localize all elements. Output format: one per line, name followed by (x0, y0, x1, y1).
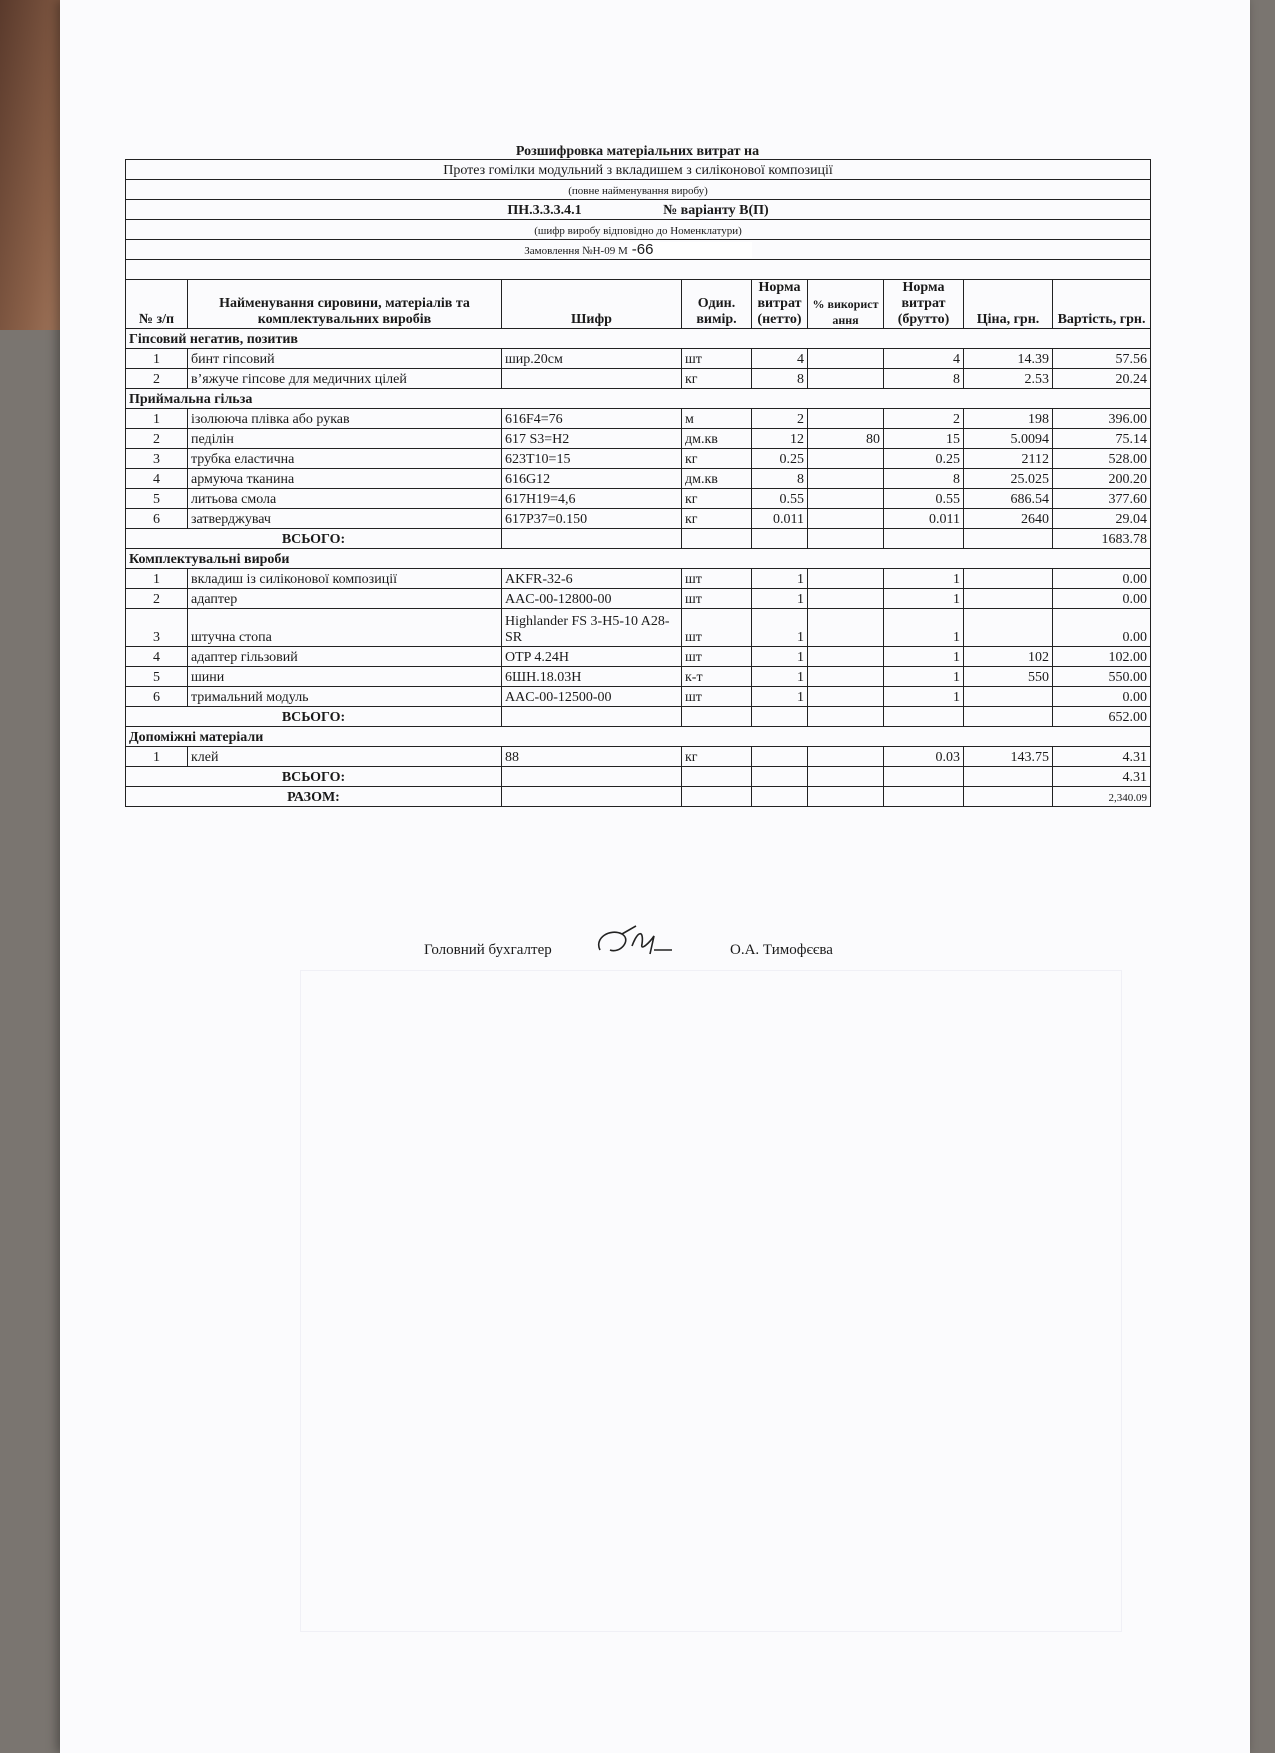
row-cost: 0.00 (1053, 609, 1151, 647)
empty-cell (502, 707, 682, 727)
row-norm-gross: 0.011 (884, 509, 964, 529)
bleed-through-table (300, 970, 1122, 1632)
row-usage (808, 609, 884, 647)
empty-cell (682, 707, 752, 727)
empty-cell (682, 787, 752, 807)
row-unit: м (682, 409, 752, 429)
grand-total-label: РАЗОМ: (126, 787, 502, 807)
row-norm-net: 1 (752, 647, 808, 667)
row-price: 5.0094 (964, 429, 1053, 449)
row-cost: 20.24 (1053, 369, 1151, 389)
section-total-value: 652.00 (1053, 707, 1151, 727)
row-cost: 4.31 (1053, 747, 1151, 767)
row-name: штучна стопа (188, 609, 502, 647)
row-usage (808, 667, 884, 687)
row-code: 617P37=0.150 (502, 509, 682, 529)
row-name: ізолююча плівка або рукав (188, 409, 502, 429)
empty-cell (964, 529, 1053, 549)
row-norm-gross: 1 (884, 569, 964, 589)
row-code: 616G12 (502, 469, 682, 489)
empty-cell (808, 707, 884, 727)
empty-cell (502, 767, 682, 787)
row-number: 1 (126, 747, 188, 767)
row-norm-net: 1 (752, 687, 808, 707)
empty-cell (964, 767, 1053, 787)
document-title: Розшифровка матеріальних витрат на (515, 144, 760, 159)
row-usage: 80 (808, 429, 884, 449)
row-norm-net (752, 747, 808, 767)
empty-cell (752, 767, 808, 787)
row-usage (808, 589, 884, 609)
row-cost: 528.00 (1053, 449, 1151, 469)
empty-cell (884, 767, 964, 787)
row-number: 2 (126, 429, 188, 449)
row-code: 617H19=4,6 (502, 489, 682, 509)
row-norm-gross: 4 (884, 349, 964, 369)
section-total-label: ВСЬОГО: (126, 767, 502, 787)
row-unit: шт (682, 569, 752, 589)
table-row (126, 667, 1151, 687)
empty-cell (884, 529, 964, 549)
row-name: литьова смола (188, 489, 502, 509)
table-row (126, 369, 1151, 389)
row-number: 1 (126, 349, 188, 369)
row-norm-net: 1 (752, 667, 808, 687)
code-row (126, 200, 1151, 220)
row-unit: к-т (682, 667, 752, 687)
row-norm-gross: 0.03 (884, 747, 964, 767)
row-code: шир.20см (502, 349, 682, 369)
section-header-row (126, 549, 1151, 569)
row-price: 143.75 (964, 747, 1053, 767)
row-number: 6 (126, 509, 188, 529)
row-norm-net: 0.25 (752, 449, 808, 469)
row-norm-net: 1 (752, 569, 808, 589)
row-name: в’яжуче гіпсове для медичних цілей (188, 369, 502, 389)
product-name-note: (повне найменування виробу) (126, 180, 1151, 200)
table-row (126, 469, 1151, 489)
empty-cell (884, 707, 964, 727)
row-cost: 377.60 (1053, 489, 1151, 509)
row-unit: кг (682, 489, 752, 509)
row-code: 623T10=15 (502, 449, 682, 469)
row-cost: 29.04 (1053, 509, 1151, 529)
row-norm-gross: 1 (884, 647, 964, 667)
row-number: 3 (126, 449, 188, 469)
row-norm-gross: 0.25 (884, 449, 964, 469)
row-norm-net: 2 (752, 409, 808, 429)
row-name: адаптер гільзовий (188, 647, 502, 667)
signature-name: О.А. Тимофєєва (730, 942, 833, 958)
row-number: 6 (126, 687, 188, 707)
row-usage (808, 647, 884, 667)
section-total-row (126, 707, 1151, 727)
product-name-note-row (126, 180, 1151, 200)
row-usage (808, 569, 884, 589)
row-price: 2.53 (964, 369, 1053, 389)
section-total-label: ВСЬОГО: (126, 707, 502, 727)
order-number: Замовлення №Н-09 М (524, 245, 628, 257)
row-name: тримальний модуль (188, 687, 502, 707)
row-price: 14.39 (964, 349, 1053, 369)
row-cost: 550.00 (1053, 667, 1151, 687)
header-usage: % використ ання (808, 280, 884, 329)
row-norm-gross: 8 (884, 469, 964, 489)
row-unit: дм.кв (682, 469, 752, 489)
row-code (502, 369, 682, 389)
row-price (964, 589, 1053, 609)
section-total-label: ВСЬОГО: (126, 529, 502, 549)
row-cost: 200.20 (1053, 469, 1151, 489)
row-price: 102 (964, 647, 1053, 667)
row-code: 617 S3=H2 (502, 429, 682, 449)
code-note: (шифр виробу відповідно до Номенклатури) (126, 220, 1151, 240)
row-code: 6ШН.18.03Н (502, 667, 682, 687)
row-unit: кг (682, 449, 752, 469)
row-unit: шт (682, 589, 752, 609)
order-row (126, 240, 1151, 260)
row-cost: 0.00 (1053, 589, 1151, 609)
signature-label: Головний бухгалтер (424, 942, 552, 958)
row-name: армуюча тканина (188, 469, 502, 489)
row-usage (808, 509, 884, 529)
row-price (964, 569, 1053, 589)
row-name: шини (188, 667, 502, 687)
row-number: 4 (126, 469, 188, 489)
row-price (964, 687, 1053, 707)
row-name: клей (188, 747, 502, 767)
row-code: OTP 4.24H (502, 647, 682, 667)
row-norm-gross: 15 (884, 429, 964, 449)
product-name-row (126, 160, 1151, 180)
code-note-row (126, 220, 1151, 240)
section-total-row (126, 767, 1151, 787)
row-usage (808, 369, 884, 389)
section-header-row (126, 329, 1151, 349)
section-header-row (126, 727, 1151, 747)
section-total-value: 1683.78 (1053, 529, 1151, 549)
row-usage (808, 449, 884, 469)
table-row (126, 569, 1151, 589)
row-usage (808, 489, 884, 509)
section-total-row (126, 529, 1151, 549)
row-unit: шт (682, 609, 752, 647)
handwritten-signature (592, 920, 682, 964)
row-code: AAC-00-12500-00 (502, 687, 682, 707)
row-number: 4 (126, 647, 188, 667)
empty-cell (808, 787, 884, 807)
row-unit: кг (682, 509, 752, 529)
row-norm-gross: 1 (884, 667, 964, 687)
table-row (126, 349, 1151, 369)
header-norm-net: Норма витрат (нетто) (752, 280, 808, 329)
row-number: 5 (126, 489, 188, 509)
row-norm-net: 0.011 (752, 509, 808, 529)
row-cost: 396.00 (1053, 409, 1151, 429)
row-unit: шт (682, 349, 752, 369)
row-cost: 57.56 (1053, 349, 1151, 369)
row-norm-net: 8 (752, 369, 808, 389)
header-num: № з/п (126, 280, 188, 329)
order-suffix: -66 (630, 242, 752, 258)
row-price: 198 (964, 409, 1053, 429)
empty-cell (808, 529, 884, 549)
empty-cell (682, 767, 752, 787)
table-row (126, 489, 1151, 509)
row-number: 5 (126, 667, 188, 687)
table-row (126, 589, 1151, 609)
empty-cell (752, 707, 808, 727)
row-price: 25.025 (964, 469, 1053, 489)
table-row (126, 429, 1151, 449)
header-cost: Вартість, грн. (1053, 280, 1151, 329)
header-code: Шифр (502, 280, 682, 329)
row-norm-gross: 1 (884, 609, 964, 647)
row-cost: 0.00 (1053, 569, 1151, 589)
empty-cell (682, 529, 752, 549)
section-title: Приймальна гільза (126, 389, 1151, 409)
header-norm-gross: Норма витрат (брутто) (884, 280, 964, 329)
table-row (126, 647, 1151, 667)
row-number: 2 (126, 589, 188, 609)
row-norm-net: 1 (752, 609, 808, 647)
row-name: вкладиш із силіконової композиції (188, 569, 502, 589)
table-row (126, 509, 1151, 529)
row-number: 1 (126, 569, 188, 589)
row-price (964, 609, 1053, 647)
row-usage (808, 349, 884, 369)
row-code: AKFR-32-6 (502, 569, 682, 589)
row-usage (808, 469, 884, 489)
spacer-row (126, 260, 1151, 280)
empty-cell (884, 787, 964, 807)
empty-cell (964, 707, 1053, 727)
table-row (126, 449, 1151, 469)
grand-total-value: 2,340.09 (1053, 787, 1151, 807)
row-norm-net: 12 (752, 429, 808, 449)
row-unit: кг (682, 747, 752, 767)
header-unit: Один. вимір. (682, 280, 752, 329)
header-price: Ціна, грн. (964, 280, 1053, 329)
row-code: Highlander FS 3-H5-10 A28-SR (502, 609, 682, 647)
row-norm-gross: 1 (884, 589, 964, 609)
row-name: бинт гіпсовий (188, 349, 502, 369)
materials-table (125, 159, 1151, 807)
product-code: ПН.3.3.3.4.1 (507, 203, 582, 218)
table-row (126, 687, 1151, 707)
row-usage (808, 687, 884, 707)
header-name: Найменування сировини, матеріалів та комплектувальних виробів (188, 280, 502, 329)
row-usage (808, 747, 884, 767)
row-norm-gross: 1 (884, 687, 964, 707)
row-price: 550 (964, 667, 1053, 687)
table-row (126, 747, 1151, 767)
variant-number: № варіанту В(П) (663, 203, 769, 218)
row-unit: шт (682, 647, 752, 667)
row-norm-net: 4 (752, 349, 808, 369)
empty-cell (752, 529, 808, 549)
table-row (126, 409, 1151, 429)
row-cost: 0.00 (1053, 687, 1151, 707)
empty-cell (502, 529, 682, 549)
table-row (126, 609, 1151, 647)
empty-cell (964, 787, 1053, 807)
row-number: 2 (126, 369, 188, 389)
row-norm-gross: 8 (884, 369, 964, 389)
row-code: 616F4=76 (502, 409, 682, 429)
row-norm-gross: 2 (884, 409, 964, 429)
row-number: 3 (126, 609, 188, 647)
section-title: Комплектувальні вироби (126, 549, 1151, 569)
row-unit: дм.кв (682, 429, 752, 449)
row-usage (808, 409, 884, 429)
row-cost: 75.14 (1053, 429, 1151, 449)
section-header-row (126, 389, 1151, 409)
row-code: AAC-00-12800-00 (502, 589, 682, 609)
row-norm-net: 8 (752, 469, 808, 489)
row-norm-net: 0.55 (752, 489, 808, 509)
row-price: 2112 (964, 449, 1053, 469)
row-name: педілін (188, 429, 502, 449)
row-number: 1 (126, 409, 188, 429)
row-unit: кг (682, 369, 752, 389)
empty-cell (808, 767, 884, 787)
row-code: 88 (502, 747, 682, 767)
empty-cell (752, 787, 808, 807)
section-title: Допоміжні матеріали (126, 727, 1151, 747)
header-row (126, 280, 1151, 329)
empty-cell (502, 787, 682, 807)
section-title: Гіпсовий негатив, позитив (126, 329, 1151, 349)
row-name: адаптер (188, 589, 502, 609)
row-name: затверджувач (188, 509, 502, 529)
row-unit: шт (682, 687, 752, 707)
row-price: 686.54 (964, 489, 1053, 509)
row-name: трубка еластична (188, 449, 502, 469)
row-norm-net: 1 (752, 589, 808, 609)
product-name: Протез гомілки модульний з вкладишем з силіконової композиції (126, 160, 1151, 180)
grand-total-row (126, 787, 1151, 807)
row-norm-gross: 0.55 (884, 489, 964, 509)
section-total-value: 4.31 (1053, 767, 1151, 787)
row-cost: 102.00 (1053, 647, 1151, 667)
row-price: 2640 (964, 509, 1053, 529)
